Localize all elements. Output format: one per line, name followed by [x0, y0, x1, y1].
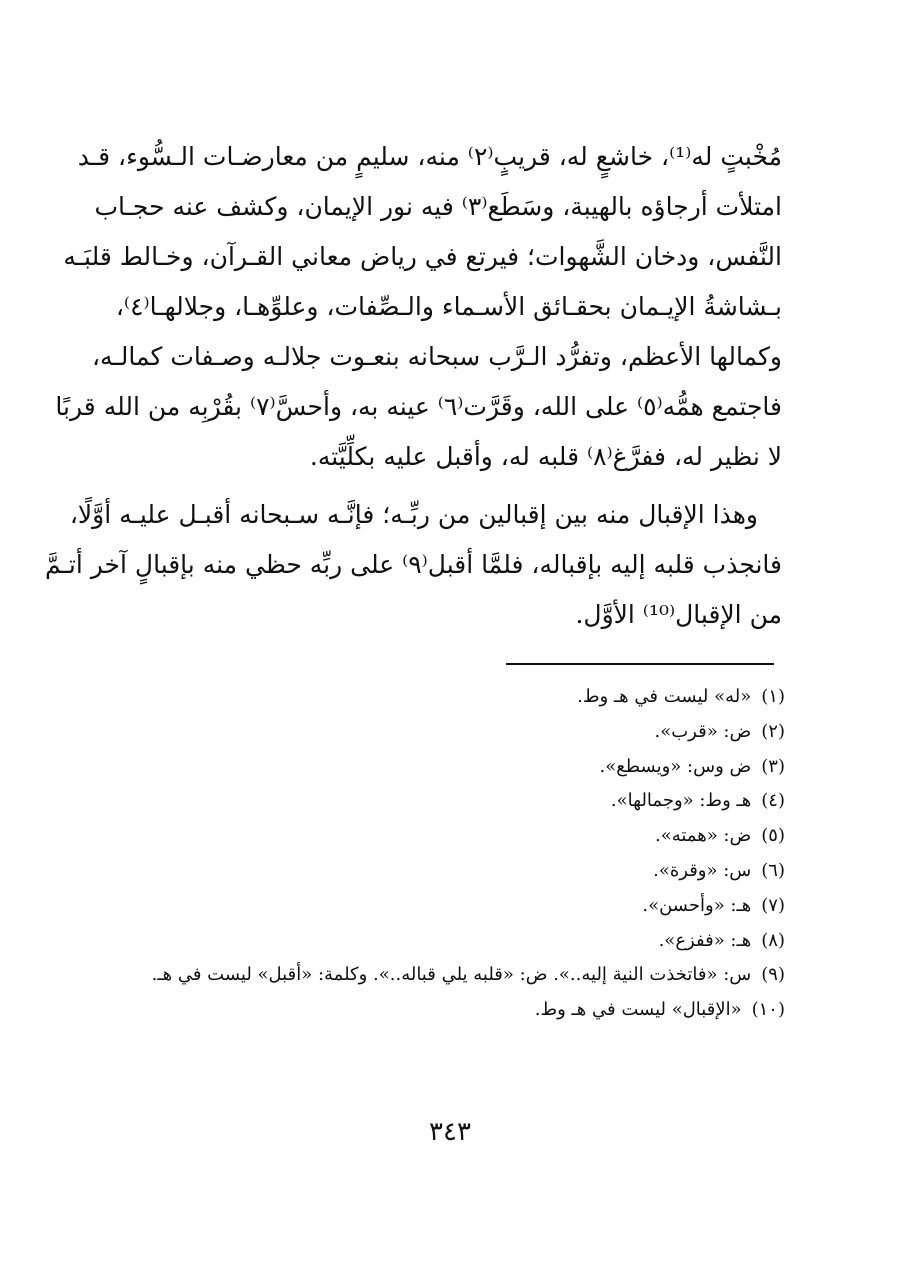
text-line: وكمالها الأعظم، وتفرُّد الـرَّب سبحانه بنعـوت جلالـه وصـفات كمالـه، — [91, 342, 782, 371]
footnote-number: (٣) — [761, 755, 785, 777]
footnote-number: (٥) — [761, 825, 785, 847]
text-line: من الإقبال⁽¹⁰⁾ الأوَّل. — [575, 600, 782, 629]
footnote — [100, 680, 785, 715]
footnote — [100, 924, 785, 959]
main-text — [44, 132, 782, 640]
footnote-text: ض: «قرب». — [654, 720, 752, 742]
text-line: وهذا الإقبال منه بين إقبالين من ربِّـه؛ فإنَّـه سـبحانه أقبـل عليـه أوَّلًا، — [69, 500, 758, 529]
footnote — [100, 854, 785, 889]
footnote-number: (٨) — [761, 929, 785, 951]
footnote-number: (٧) — [761, 894, 785, 916]
paragraph-2 — [44, 490, 782, 640]
footnote-number: (٤) — [761, 790, 785, 812]
footnote-text: هـ: «ففزع». — [658, 929, 752, 951]
footnote — [100, 750, 785, 785]
text-line: بـشاشةُ الإيـمان بحقـائق الأسـماء والـصِّفات، وعلوِّهـا، وجلالهـا⁽٤⁾، — [115, 292, 782, 321]
footnote — [100, 889, 785, 924]
footnotes — [100, 680, 785, 1028]
footnote — [100, 993, 785, 1028]
footnote-text: س: «وقرة». — [653, 859, 752, 881]
text-line: لا نظير له، ففرَّغ⁽٨⁾ قلبه له، وأقبل عليه بكلِّيَّته. — [309, 442, 782, 471]
footnote-text: ض وس: «ويسطع». — [599, 755, 752, 777]
footnote — [100, 958, 785, 993]
text-line: النَّفس، ودخان الشَّهوات؛ فيرتع في رياض معاني القـرآن، وخـالط قلبَـه — [63, 242, 782, 271]
footnote-number: (١) — [761, 686, 785, 707]
footnote-text: «له» ليست في هـ وط. — [577, 686, 752, 707]
footnote-text: «الإقبال» ليست في هـ وط. — [534, 999, 742, 1021]
text-line: مُخْبتٍ له⁽¹⁾، خاشعٍ له، قريبٍ⁽٢⁾ منه، سليمٍ من معارضـات الـسُّوء، قـد — [77, 142, 782, 171]
footnote-number: (٦) — [761, 859, 785, 881]
text-line: فاجتمع همُّه⁽٥⁾ على الله، وقَرَّت⁽٦⁾ عينه به، وأحسَّ⁽٧⁾ بقُرْبِه من الله قربًا — [55, 392, 782, 421]
footnote — [100, 784, 785, 819]
footnote — [100, 715, 785, 750]
paragraph-1 — [55, 132, 782, 482]
footnote-text: س: «فاتخذت النية إليه..». ض: «قلبه يلي قباله..». وكلمة: «أقبل» ليست في هـ. — [151, 964, 752, 986]
page-number: ٣٤٣ — [429, 1117, 471, 1147]
footnote-text: هـ: «وأحسن». — [642, 894, 752, 916]
footnote-number: (١٠) — [751, 999, 785, 1021]
footnote-text: هـ وط: «وجمالها». — [610, 790, 752, 812]
text-line: امتلأت أرجاؤه بالهيبة، وسَطَع⁽٣⁾ فيه نور الإيمان، وكشف عنه حجـاب — [94, 192, 782, 221]
text-line: فانجذب قلبه إليه بإقباله، فلمَّا أقبل⁽٩⁾ على ربِّه حظي منه بإقبالٍ آخر أتـمَّ — [44, 550, 782, 579]
footnote-number: (٢) — [761, 720, 785, 742]
footnote — [100, 819, 785, 854]
footnote-number: (٩) — [761, 964, 785, 986]
footnote-separator — [506, 663, 774, 665]
footnote-text: ض: «همته». — [654, 825, 752, 847]
